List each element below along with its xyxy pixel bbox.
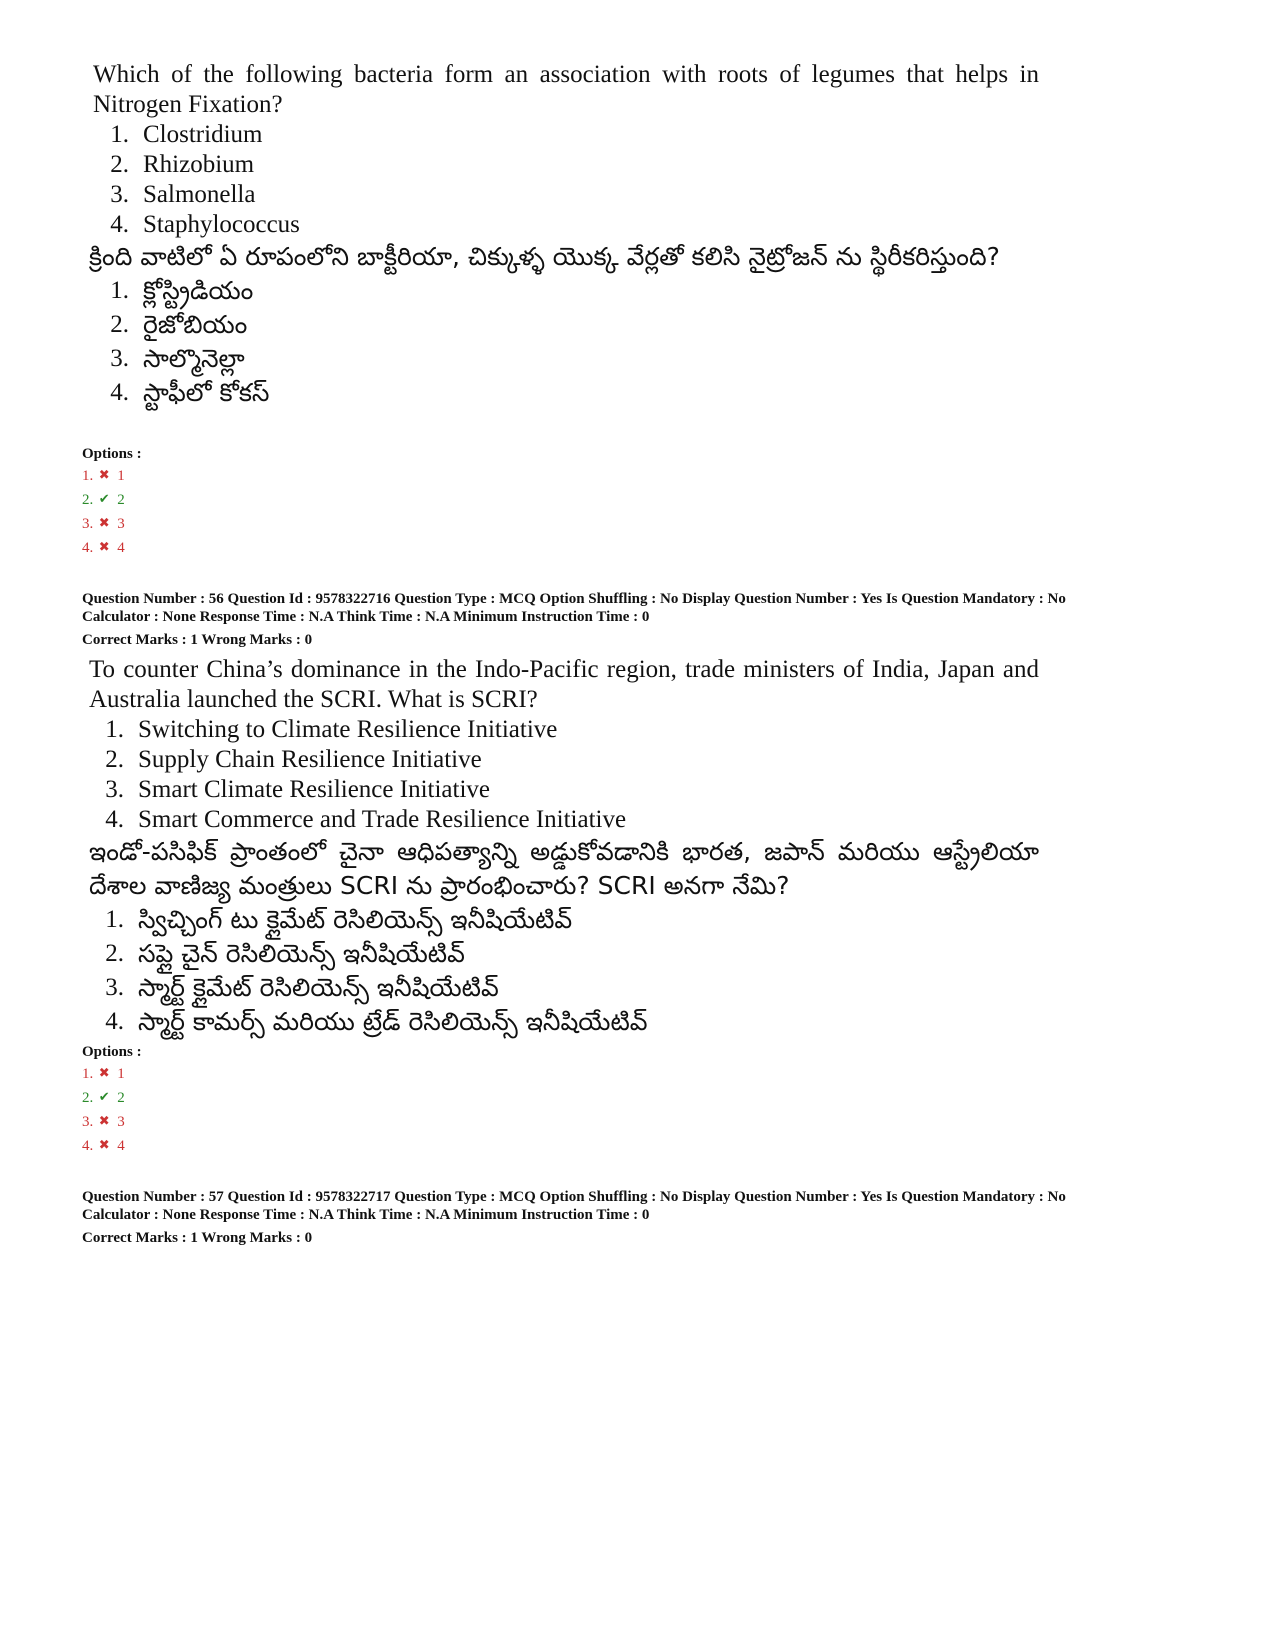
choice-list-english xyxy=(93,120,1275,240)
choice-item: 3. స్మార్ట్ క్లైమేట్ రెసిలియెన్స్ ఇనీషియేటివ్ xyxy=(105,973,499,1002)
choice-item: 1. Switching to Climate Resilience Initiative xyxy=(105,716,558,743)
option-2: 2. ✔ 2 xyxy=(82,488,482,512)
choice-item: 4. స్టాఫీలో కోకస్ xyxy=(110,378,270,407)
cross-icon: ✖ xyxy=(98,468,110,483)
question-56-meta xyxy=(82,590,1182,650)
cross-icon: ✖ xyxy=(98,1114,110,1129)
question-56 xyxy=(0,655,1275,1039)
choice-item: 2. Supply Chain Resilience Initiative xyxy=(105,746,482,773)
choice-item: 4. Staphylococcus xyxy=(110,211,300,238)
question-stem-telugu: ఇండో-పసిఫిక్ ప్రాంతంలో చైనా ఆధిపత్యాన్ని అడ్డుకోవడానికి భారత, జపాన్ మరియు ఆస్ట్రేలియా దేశాల వాణిజ్య మంత్రులు SCRI ను ప్రారంభించారు? SCRI అనగా నేమి? xyxy=(89,837,1039,900)
option-4: 4. ✖ 4 xyxy=(82,536,482,560)
choice-list-english xyxy=(88,715,1275,835)
choice-list-telugu xyxy=(88,903,1275,1039)
question-meta-line: Question Number : 56 Question Id : 9578322716 Question Type : MCQ Option Shuffling : No Display Question Number : Yes Is Question Mandatory : No xyxy=(82,591,1066,607)
choice-item: 1. స్విచ్చింగ్ టు క్లైమేట్ రెసిలియెన్స్ ఇనీషియేటివ్ xyxy=(105,905,573,934)
choice-item: 3. Salmonella xyxy=(110,181,256,208)
choice-item: 4. Smart Commerce and Trade Resilience Initiative xyxy=(105,806,627,833)
cross-icon: ✖ xyxy=(98,540,110,555)
question-57-meta xyxy=(82,1188,1182,1248)
option-1: 1. ✖ 1 xyxy=(82,1062,482,1086)
check-icon: ✔ xyxy=(98,492,110,507)
options-section-56 xyxy=(82,1042,482,1158)
question-meta-line: Calculator : None Response Time : N.A Think Time : N.A Minimum Instruction Time : 0 xyxy=(82,609,650,625)
options-heading: Options : xyxy=(82,1044,142,1060)
option-3: 3. ✖ 3 xyxy=(82,1110,482,1134)
option-2: 2. ✔ 2 xyxy=(82,1086,482,1110)
cross-icon: ✖ xyxy=(98,1066,110,1081)
choice-item: 4. స్మార్ట్ కామర్స్ మరియు ట్రేడ్ రెసిలియెన్స్ ఇనీషియేటివ్ xyxy=(105,1007,648,1036)
option-4: 4. ✖ 4 xyxy=(82,1134,482,1158)
cross-icon: ✖ xyxy=(98,1138,110,1153)
question-55 xyxy=(0,60,1275,410)
choice-item: 1. క్లోస్ట్రిడియం xyxy=(110,276,254,305)
question-stem-english: Which of the following bacteria form an association with roots of legumes that helps in Nitrogen Fixation? xyxy=(93,61,1039,118)
option-3: 3. ✖ 3 xyxy=(82,512,482,536)
question-stem-english: To counter China’s dominance in the Indo-Pacific region, trade ministers of India, Japan and Australia launched the SCRI. What is SCRI? xyxy=(89,656,1039,713)
choice-item: 2. రైజోబియం xyxy=(110,310,248,339)
choice-item: 2. Rhizobium xyxy=(110,151,255,178)
choice-item: 2. సప్లై చైన్ రెసిలియెన్స్ ఇనీషియేటివ్ xyxy=(105,939,465,968)
question-meta-line: Question Number : 57 Question Id : 9578322717 Question Type : MCQ Option Shuffling : No Display Question Number : Yes Is Question Mandatory : No xyxy=(82,1189,1066,1205)
option-1: 1. ✖ 1 xyxy=(82,464,482,488)
check-icon: ✔ xyxy=(98,1090,110,1105)
choice-item: 3. సాల్మొనెల్లా xyxy=(110,344,245,373)
question-marks: Correct Marks : 1 Wrong Marks : 0 xyxy=(82,632,313,648)
question-stem-telugu: క్రింది వాటిలో ఏ రూపంలోని బాక్టీరియా, చిక్కుళ్ళ యొక్క వేర్లతో కలిసి నైట్రోజన్ ను స్థిరీకరిస్తుంది? xyxy=(89,242,1000,271)
choice-list-telugu xyxy=(93,274,1275,410)
options-section-55 xyxy=(82,444,482,560)
options-heading: Options : xyxy=(82,446,142,462)
cross-icon: ✖ xyxy=(98,516,110,531)
question-meta-line: Calculator : None Response Time : N.A Think Time : N.A Minimum Instruction Time : 0 xyxy=(82,1207,650,1223)
choice-item: 1. Clostridium xyxy=(110,121,263,148)
question-marks: Correct Marks : 1 Wrong Marks : 0 xyxy=(82,1230,313,1246)
choice-item: 3. Smart Climate Resilience Initiative xyxy=(105,776,490,803)
